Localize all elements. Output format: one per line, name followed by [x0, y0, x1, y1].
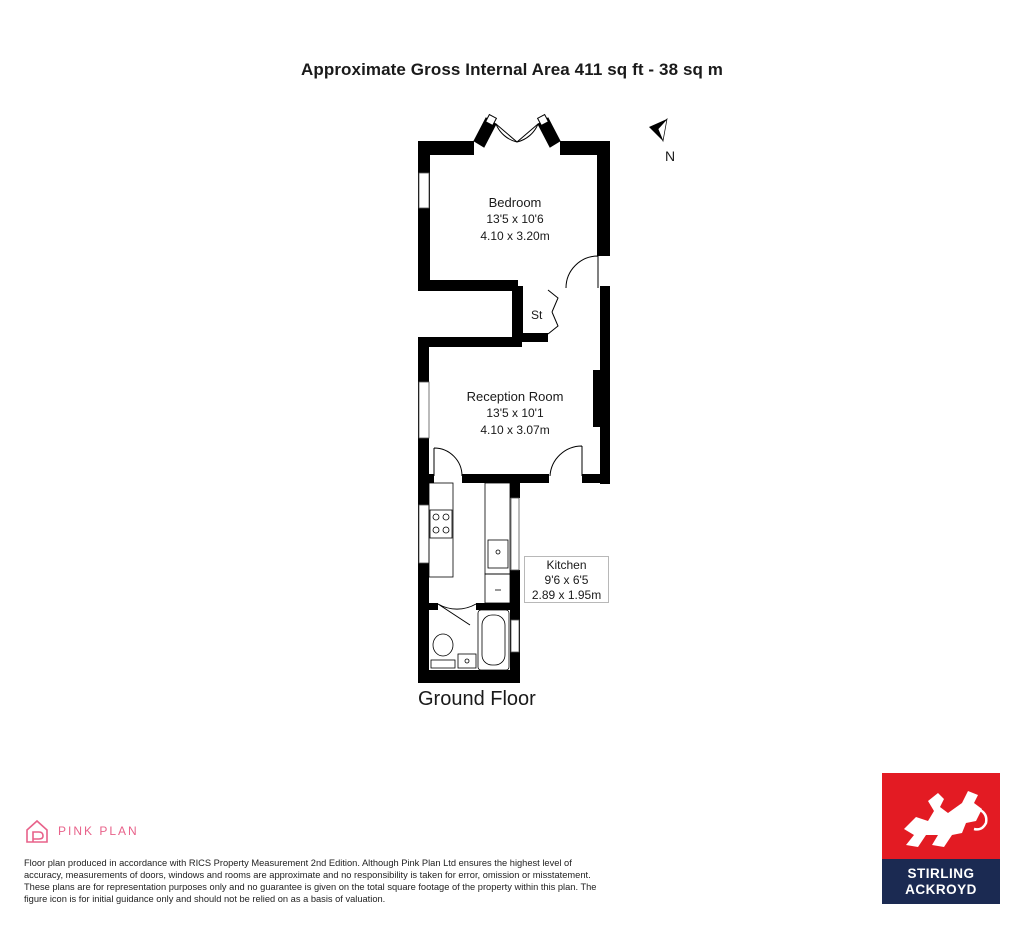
wall-bedroom-bottom	[418, 280, 518, 291]
floor-label: Ground Floor	[418, 688, 536, 710]
agent-logo-emblem	[882, 773, 1000, 859]
room-bedroom	[465, 194, 565, 245]
window-bedroom-left	[419, 173, 429, 208]
griffin-icon	[882, 773, 1000, 859]
agent-name-line1: STIRLING	[907, 866, 975, 881]
door-bathroom	[438, 604, 476, 625]
toilet-cistern	[431, 660, 455, 668]
wall-reception-bottom-mid	[462, 474, 549, 483]
wall-reception-top	[418, 337, 522, 347]
agent-name-line2: ACKROYD	[905, 882, 977, 897]
basin	[458, 654, 476, 668]
wall-reception-bottom-right	[582, 474, 610, 483]
wall-bathroom-top-left	[418, 603, 438, 610]
wall-bedroom-right-upper	[597, 141, 610, 256]
room-reception	[455, 388, 575, 439]
room-dims-metric: 4.10 x 3.07m	[480, 423, 550, 437]
room-kitchen	[524, 556, 609, 603]
door-bedroom	[566, 256, 598, 288]
window-kitchen-left	[419, 505, 429, 563]
room-dims-imperial: 9'6 x 6'5	[544, 573, 589, 587]
wall-reception-bottom-left	[418, 474, 434, 483]
room-store: St	[531, 308, 543, 322]
north-label: N	[665, 148, 676, 164]
door-reception-left	[434, 448, 462, 476]
room-dims-imperial: 13'5 x 10'1	[486, 406, 544, 420]
north-arrow	[649, 119, 667, 141]
hob	[430, 510, 452, 538]
disclaimer-text: Floor plan produced in accordance with RICS Property Measurement 2nd Edition. Although Pink Plan Ltd ensures the highest level of accuracy, measurements of doors, windows and rooms are approximate and no responsibility is taken for error, omission or misstatement. These plans are for representation purposes only and no guarantee is given on the total square footage of the property within this plan. The figure icon is for initial guidance only and should not be relied on as a basis of valuation.	[24, 858, 597, 904]
wall-bathroom-top-right	[476, 603, 520, 610]
door-store	[548, 290, 558, 334]
room-dims-imperial: 13'5 x 10'6	[486, 212, 544, 226]
agent-name	[882, 859, 1000, 904]
window-reception-left	[419, 382, 429, 438]
bay-doors	[474, 115, 560, 147]
agent-logo	[882, 773, 1000, 904]
wall-kitchen-right-upper	[510, 474, 520, 498]
wall-right-pier	[593, 370, 605, 427]
area-heading: Approximate Gross Internal Area 411 sq ft - 38 sq m	[300, 60, 724, 79]
house-icon	[24, 818, 50, 844]
window-bathroom-right	[511, 620, 519, 652]
pink-plan-logo	[24, 818, 139, 844]
room-dims-metric: 4.10 x 3.20m	[480, 229, 550, 243]
bathtub	[478, 610, 509, 670]
window-kitchen-right	[511, 498, 519, 570]
room-name: Kitchen	[546, 558, 587, 572]
room-name: Bedroom	[488, 195, 542, 210]
wall-bedroom-left	[418, 141, 430, 291]
door-reception-right	[550, 446, 582, 476]
kitchen-worktop-right	[485, 483, 510, 574]
room-name: Reception Room	[466, 389, 564, 404]
toilet-bowl	[433, 634, 453, 656]
fixtures	[429, 483, 510, 670]
kitchen-unit	[485, 574, 510, 603]
wall-ground-bottom	[418, 670, 520, 683]
pink-plan-name: PINK PLAN	[58, 824, 139, 838]
room-dims-metric: 2.89 x 1.95m	[531, 588, 602, 602]
